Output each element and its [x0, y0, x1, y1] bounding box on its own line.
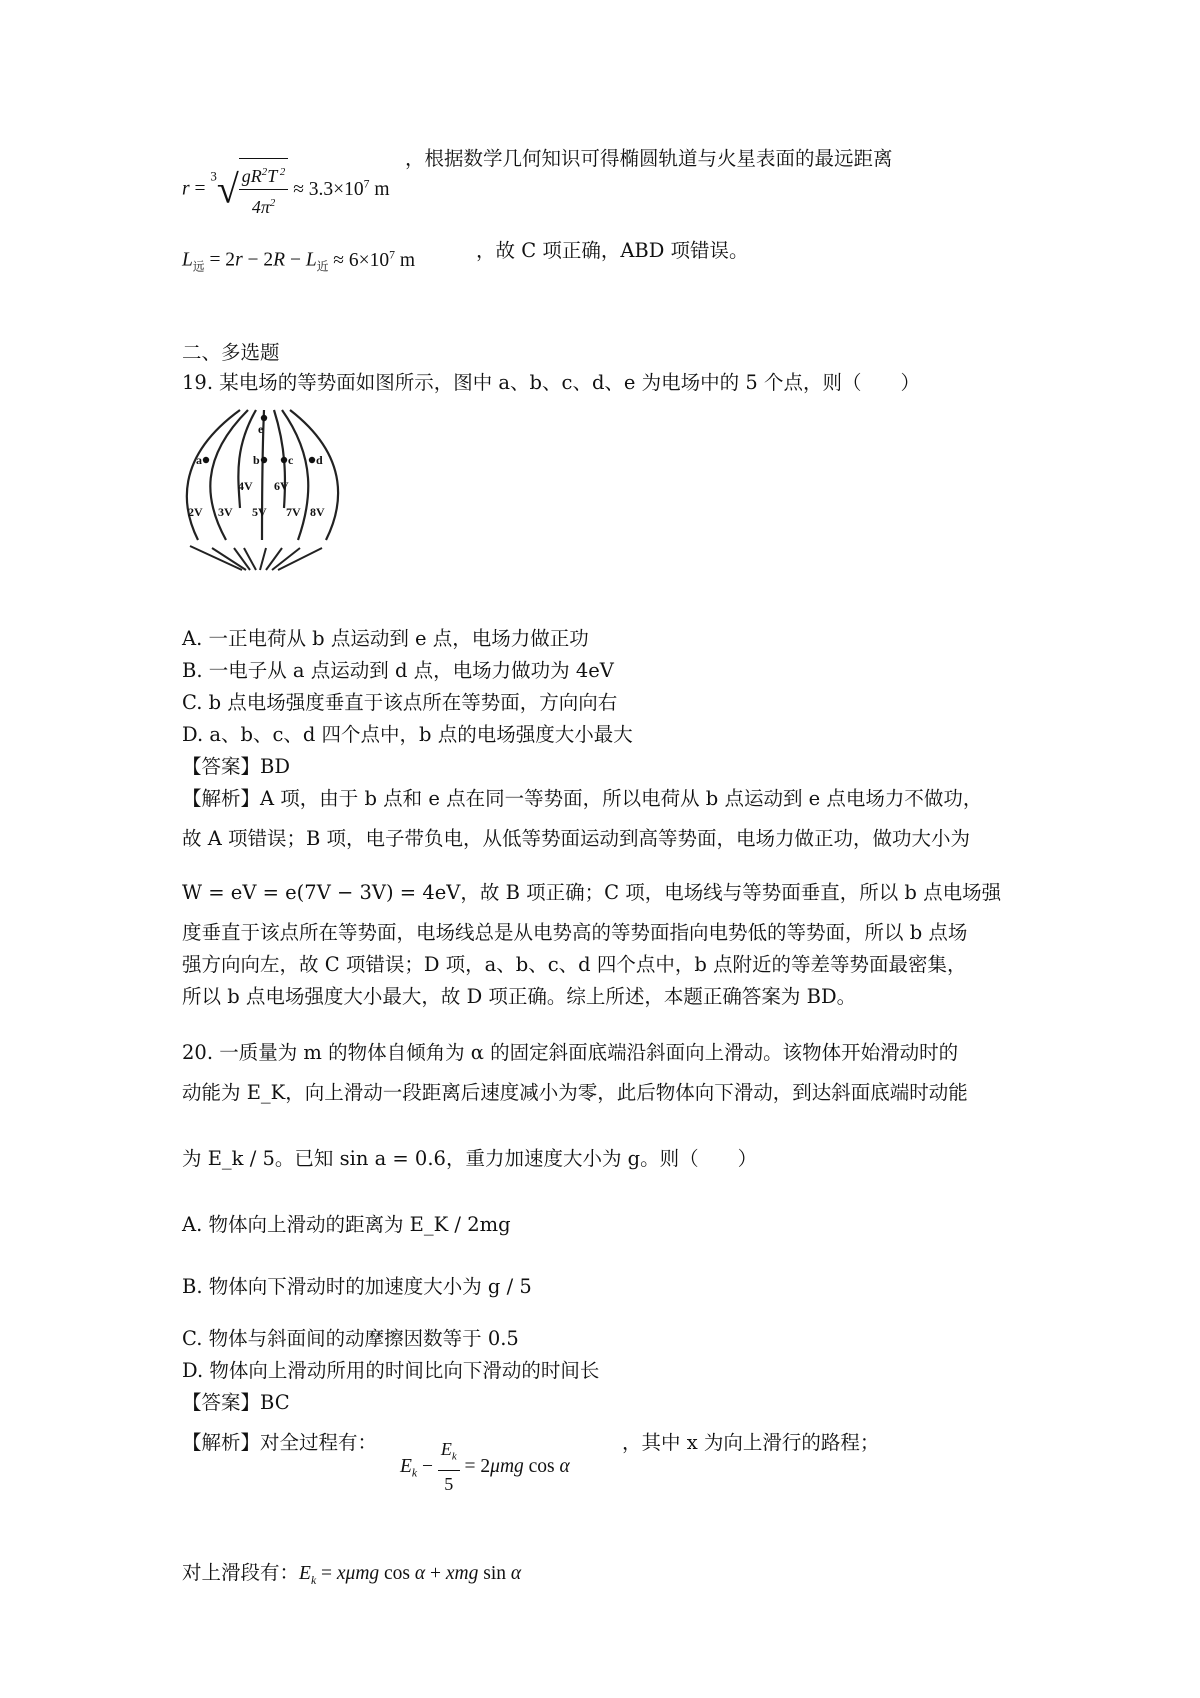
q19-option-a: A. 一正电荷从 b 点运动到 e 点，电场力做正功: [182, 627, 589, 650]
label-e: e: [258, 422, 264, 436]
formula-L: $L_远 = 2r - 2R - L_近 \approx 6\times 10^7$ m: [182, 248, 415, 274]
point-c: [281, 457, 287, 463]
q20-analysis-1-suffix: ，其中 x 为向上滑行的路程；: [622, 1431, 880, 1454]
r-text: ，根据数学几何知识可得椭圆轨道与火星表面的最远距离: [405, 147, 893, 170]
q19-analysis-4: 度垂直于该点所在等势面，电场线总是从电势高的等势面指向电势低的等势面，所以 b 点场: [182, 921, 968, 944]
q19-analysis-5: 强方向向左，故 C 项错误；D 项，a、b、c、d 四个点中，b 点附近的等差等势面最密集，: [182, 953, 967, 976]
label-2v: 2V: [188, 505, 203, 519]
point-a: [203, 457, 209, 463]
formula-r: r = $^3$√ $\frac{gR^2T ^2}{4\pi^2}$ ≈ $3.3\times 10^7$ m: [182, 158, 390, 204]
L-text: ，故 C 项正确，ABD 项错误。: [476, 239, 749, 262]
q20-stem-1: 20. 一质量为 m 的物体自倾角为 α 的固定斜面底端沿斜面向上滑动。该物体开始滑动时的: [182, 1041, 959, 1064]
label-b: b: [253, 453, 260, 467]
point-d: [309, 457, 315, 463]
q19-option-b: B. 一电子从 a 点运动到 d 点，电场力做功为 4eV: [182, 659, 614, 682]
label-c: c: [288, 453, 294, 467]
equipotential-figure: [182, 408, 392, 573]
label-6v: 6V: [274, 479, 289, 493]
label-4v: 4V: [238, 479, 253, 493]
q20-option-c: C. 物体与斜面间的动摩擦因数等于 0.5: [182, 1327, 519, 1350]
q20-analysis-1-prefix: 【解析】对全过程有：: [182, 1431, 378, 1454]
q19-option-d: D. a、b、c、d 四个点中，b 点的电场强度大小最大: [182, 723, 633, 746]
section-title: 二、多选题: [182, 341, 280, 364]
q20-analysis-1-formula: $E_k$ − $\frac{E_k}{5}$ = 2μmg cos α: [400, 1436, 570, 1486]
q20-option-b: B. 物体向下滑动时的加速度大小为 g / 5: [182, 1275, 532, 1298]
q20-stem-2: 动能为 E_K，向上滑动一段距离后速度减小为零，此后物体向下滑动，到达斜面底端时动能: [182, 1081, 968, 1104]
q20-answer: 【答案】BC: [182, 1391, 290, 1414]
label-3v: 3V: [218, 505, 233, 519]
q19-analysis-1: 【解析】A 项，由于 b 点和 e 点在同一等势面，所以电荷从 b 点运动到 e 点电场力不做功，: [182, 787, 983, 810]
q19-option-c: C. b 点电场强度垂直于该点所在等势面，方向向右: [182, 691, 618, 714]
q20-analysis-2-prefix: 对上滑段有：: [182, 1561, 300, 1584]
q20-stem-3: 为 E_k / 5。已知 sin a = 0.6，重力加速度大小为 g。则（ ）: [182, 1147, 758, 1170]
q19-analysis-3: W = eV = e(7V − 3V) = 4eV，故 B 项正确；C 项，电场线与等势面垂直，所以 b 点电场强: [182, 881, 1002, 904]
q20-option-d: D. 物体向上滑动所用的时间比向下滑动的时间长: [182, 1359, 600, 1382]
q20-analysis-2: 对上滑段有：$E_k = x\mu mg$ cos α + xmg sin α: [182, 1561, 522, 1587]
point-e: [261, 415, 267, 421]
label-8v: 8V: [310, 505, 325, 519]
q19-analysis-2: 故 A 项错误；B 项，电子带负电，从低等势面运动到高等势面，电场力做正功，做功大小为: [182, 827, 971, 850]
q19-answer: 【答案】BD: [182, 755, 290, 778]
label-5v: 5V: [252, 505, 267, 519]
label-a: a: [196, 453, 202, 467]
q19-analysis-6: 所以 b 点电场强度大小最大，故 D 项正确。综上所述，本题正确答案为 BD。: [182, 985, 857, 1008]
label-d: d: [316, 453, 323, 467]
q20-option-a: A. 物体向上滑动的距离为 E_K / 2mg: [182, 1213, 511, 1236]
curve-8v: [290, 410, 338, 540]
label-7v: 7V: [286, 505, 301, 519]
q19-stem: 19. 某电场的等势面如图所示，图中 a、b、c、d、e 为电场中的 5 个点，则（ ）: [182, 371, 920, 394]
point-b: [261, 457, 267, 463]
